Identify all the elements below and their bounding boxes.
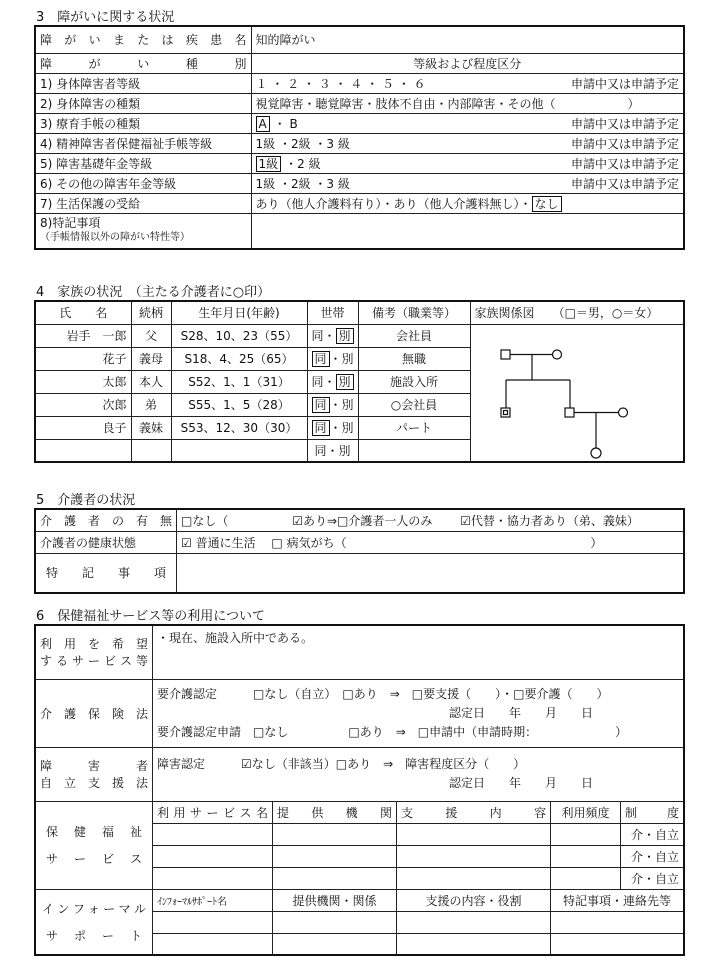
- welfare-cell: [273, 845, 397, 867]
- caregiver-health-label: 介護者の健康状態: [35, 531, 177, 553]
- disability-row-label: 1) 身体障害者等級: [35, 73, 251, 93]
- welfare-system-cell: 介・自立: [621, 845, 684, 867]
- disability-row-label: 4) 精神障害者保健福祉手帳等級: [35, 133, 251, 153]
- member-dob: S28、10、23（55）: [171, 324, 307, 347]
- welfare-cell: [551, 845, 621, 867]
- informal-hdr-provider: 提供機関・関係: [273, 889, 397, 911]
- household-separate: 別: [336, 374, 354, 390]
- row-pre-text: あり（他人介護料有り）・あり（他人介護料無し）・: [255, 196, 532, 211]
- ltc-insurance-label: 介 護 保 険 法: [35, 679, 153, 747]
- row-options-text: ・2 級: [285, 156, 321, 171]
- member-name: 次郎: [35, 393, 131, 416]
- household-separator: ・: [323, 329, 336, 343]
- welfare-cell: [153, 823, 273, 845]
- member-notes: パート: [358, 416, 470, 439]
- special-notes-label: 8)特記事項（手帳情報以外の障がい特性等）: [35, 213, 251, 249]
- welfare-cell: [551, 823, 621, 845]
- hdr-household: 世帯: [307, 301, 358, 324]
- application-status-text: 申請中又は申請予定: [570, 156, 679, 171]
- member-relation: 父: [131, 324, 171, 347]
- welfare-hdr-system: 制 度: [621, 801, 684, 823]
- informal-cell: [273, 911, 397, 933]
- member-household: [307, 370, 358, 393]
- household-separator: ・: [326, 443, 339, 458]
- family-diagram: [470, 324, 684, 466]
- member-notes: ○会社員: [358, 393, 470, 416]
- informal-cell: [397, 933, 551, 955]
- desired-service-value: ・現在、施設入所中である。: [153, 625, 684, 679]
- informal-hdr-notes: 特記事項・連絡先等: [551, 889, 684, 911]
- selected-option-box: 1級: [256, 156, 282, 172]
- self-inner-square-icon: [504, 411, 508, 415]
- hdr-dob: 生年月日(年齢): [171, 301, 307, 324]
- household-separate: 別: [341, 421, 354, 435]
- row-options-text: ・ B: [273, 116, 298, 131]
- special-notes-value: [251, 213, 684, 249]
- ltc-insurance-value: 要介護認定 □なし（自立） □あり ⇒ □要支援（ ）・□要介護（ ） 認定日 年 月 日 要介護認定申請 □なし □あり ⇒ □申請中（申請時期： ）: [153, 679, 684, 747]
- household-same: 同: [311, 375, 324, 389]
- sister-in-law-circle-icon: [619, 408, 628, 417]
- hdr-relation: 続柄: [131, 301, 171, 324]
- member-dob: S18、4、25（65）: [171, 347, 307, 370]
- application-status-text: 申請中又は申請予定: [570, 136, 679, 151]
- disability-row-value: [251, 173, 684, 193]
- disease-value: 知的障がい: [251, 26, 684, 53]
- household-same: 同: [312, 351, 330, 367]
- welfare-cell: [153, 845, 273, 867]
- row-options-text: 1級 ・2級 ・3 級: [255, 136, 350, 151]
- household-separate: 別: [341, 352, 354, 366]
- welfare-hdr-provider: 提 供 機 関: [273, 801, 397, 823]
- hdr-notes: 備考（職業等）: [358, 301, 470, 324]
- welfare-services-label: 保 健 福 祉 サ ー ビ ス: [35, 801, 153, 889]
- household-separator: ・: [329, 398, 342, 412]
- caregiver-special-label: 特 記 事 項: [35, 553, 177, 593]
- welfare-system-cell: 介・自立: [621, 823, 684, 845]
- disease-label: 障 が い ま た は 疾 患 名: [35, 26, 251, 53]
- member-notes: 会社員: [358, 324, 470, 347]
- member-relation: 義母: [131, 347, 171, 370]
- member-name: [35, 439, 131, 462]
- disability-row-value: [251, 93, 684, 113]
- household-separator: ・: [323, 375, 336, 389]
- stepmother-circle-icon: [553, 350, 562, 359]
- member-household: [307, 439, 358, 462]
- welfare-cell: [273, 823, 397, 845]
- desired-service-label: 利 用 を 希 望 す る サ ー ビ ス 等: [35, 625, 153, 679]
- member-household: [307, 347, 358, 370]
- grade-header: 等級および程度区分: [251, 53, 684, 73]
- disability-row-label: 2) 身体障害の種類: [35, 93, 251, 113]
- application-status-text: 申請中又は申請予定: [570, 76, 679, 91]
- member-household: [307, 324, 358, 347]
- member-name: 花子: [35, 347, 131, 370]
- caregiver-presence-label: 介 護 者 の 有 無: [35, 509, 177, 531]
- member-relation: 義妹: [131, 416, 171, 439]
- informal-cell: [551, 933, 684, 955]
- independence-act-label: 障 害 者 自 立 支 援 法: [35, 747, 153, 801]
- welfare-cell: [397, 867, 551, 889]
- section6-title: 6 保健福祉サービス等の利用について: [36, 609, 266, 624]
- welfare-system-cell: 介・自立: [621, 867, 684, 889]
- member-relation: [131, 439, 171, 462]
- welfare-cell: [397, 845, 551, 867]
- welfare-cell: [397, 823, 551, 845]
- informal-hdr-name: ｲﾝﾌｫｰﾏﾙｻﾎﾟｰﾄ名: [153, 889, 273, 911]
- member-dob: [171, 439, 307, 462]
- application-status-text: 申請中又は申請予定: [570, 116, 679, 131]
- welfare-hdr-service: 利用サービス名: [153, 801, 273, 823]
- section4-title: 4 家族の状況 （主たる介護者に○印）: [36, 285, 271, 300]
- row-options-text: １ ・ ２ ・ ３ ・ ４ ・ ５ ・ ６: [255, 76, 426, 91]
- welfare-cell: [153, 867, 273, 889]
- household-separate: 別: [336, 328, 354, 344]
- household-separator: ・: [329, 352, 342, 366]
- household-separate: 別: [341, 398, 354, 412]
- member-name: 良子: [35, 416, 131, 439]
- household-same: 同: [312, 397, 330, 413]
- member-dob: S53、12、30（30）: [171, 416, 307, 439]
- hdr-family-map: 家族関係図 （□＝男，○＝女）: [470, 301, 684, 324]
- welfare-cell: [551, 867, 621, 889]
- type-label: 障 が い 種 別: [35, 53, 251, 73]
- member-relation: 本人: [131, 370, 171, 393]
- services-table: [34, 624, 685, 956]
- father-square-icon: [501, 350, 510, 359]
- household-separator: ・: [329, 421, 342, 435]
- section5-title: 5 介護者の状況: [36, 493, 136, 508]
- disability-row-label: 5) 障害基礎年金等級: [35, 153, 251, 173]
- independence-act-value: 障害認定 ☑なし（非該当）□あり ⇒ 障害程度区分（ ） 認定日 年 月 日: [153, 747, 684, 801]
- application-status-text: 申請中又は申請予定: [570, 176, 679, 191]
- informal-cell: [153, 933, 273, 955]
- informal-cell: [551, 911, 684, 933]
- member-relation: 弟: [131, 393, 171, 416]
- selected-option-box: なし: [532, 196, 562, 212]
- household-separate: 別: [338, 443, 351, 458]
- caregiver-special-value: [177, 553, 684, 593]
- informal-cell: [153, 911, 273, 933]
- welfare-hdr-frequency: 利用頻度: [551, 801, 621, 823]
- household-same: 同: [314, 443, 327, 458]
- row-options-text: 1級 ・2級 ・3 級: [255, 176, 350, 191]
- disability-table: [34, 25, 685, 250]
- self-square-icon: [501, 408, 510, 417]
- hdr-name: 氏 名: [35, 301, 131, 324]
- member-name: 岩手 一郎: [35, 324, 131, 347]
- section3-title: 3 障がいに関する状況: [36, 10, 175, 25]
- member-notes: [358, 439, 470, 462]
- informal-hdr-content: 支援の内容・役割: [397, 889, 551, 911]
- welfare-cell: [273, 867, 397, 889]
- member-notes: 無職: [358, 347, 470, 370]
- disability-row-label: 6) その他の障害年金等級: [35, 173, 251, 193]
- informal-cell: [273, 933, 397, 955]
- member-name: 太郎: [35, 370, 131, 393]
- caregiver-health-value: ☑ 普通に生活 □ 病気がち（ ）: [177, 531, 684, 553]
- informal-cell: [397, 911, 551, 933]
- welfare-hdr-content: 支 援 内 容: [397, 801, 551, 823]
- selected-option-box: A: [256, 116, 270, 132]
- disability-row-value: [251, 113, 684, 133]
- household-same: 同: [311, 329, 324, 343]
- disability-row-label: 3) 療育手帳の種類: [35, 113, 251, 133]
- brother-square-icon: [565, 408, 574, 417]
- member-dob: S55、1、5（28）: [171, 393, 307, 416]
- household-same: 同: [312, 420, 330, 436]
- informal-support-label: インフォーマル サ ポ ー ト: [35, 889, 153, 955]
- disability-row-label: 7) 生活保護の受給: [35, 193, 251, 213]
- member-household: [307, 416, 358, 439]
- disability-row-value: [251, 133, 684, 153]
- caregiver-table: [34, 508, 685, 594]
- disability-row-value: [251, 193, 684, 213]
- member-household: [307, 393, 358, 416]
- member-notes: 施設入所: [358, 370, 470, 393]
- row-options-text: 視覚障害・聴覚障害・肢体不自由・内部障害・その他（ ）: [255, 96, 640, 111]
- disability-row-value: [251, 153, 684, 173]
- caregiver-presence-value: □なし（ ☑あり⇒□介護者一人のみ ☑代替・協力者あり（弟、義妹）: [177, 509, 684, 531]
- child-circle-icon: [591, 448, 601, 458]
- member-dob: S52、1、1（31）: [171, 370, 307, 393]
- disability-row-value: [251, 73, 684, 93]
